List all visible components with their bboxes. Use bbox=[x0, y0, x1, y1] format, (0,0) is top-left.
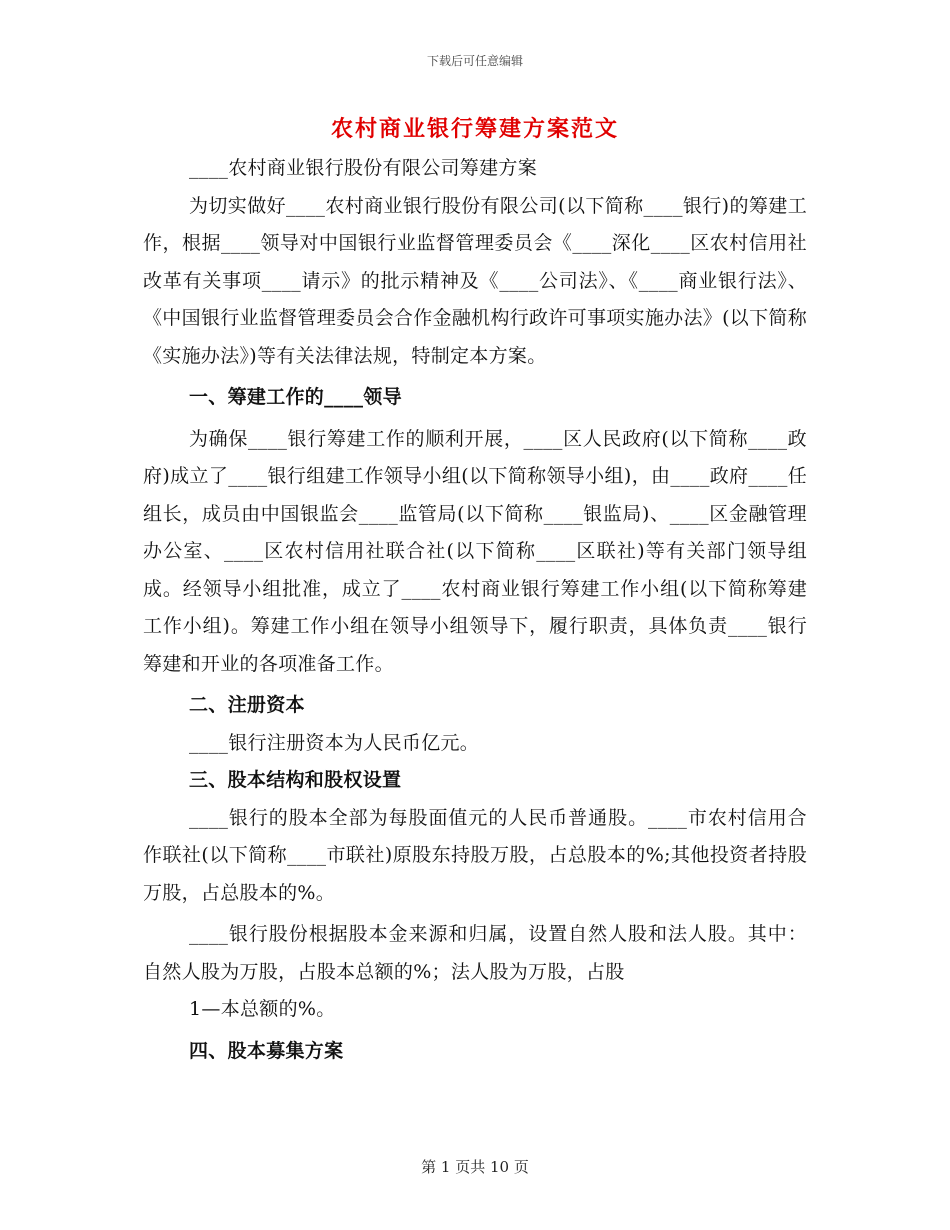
section-heading-fundraising: 四、股本募集方案 bbox=[189, 1039, 344, 1062]
page-header: 下载后可任意编辑 bbox=[426, 54, 523, 68]
section-heading-capital: 二、注册资本 bbox=[189, 694, 305, 716]
document-title: 农村商业银行筹建方案范文 bbox=[330, 116, 619, 142]
page-footer: 第 1 页共 10 页 bbox=[421, 1158, 529, 1176]
document-body bbox=[143, 150, 807, 1070]
paragraph-intro: 为切实做好____农村商业银行股份有限公司(以下简称____银行)的筹建工作，根据____领导对中国银行业监督管理委员会《____深化____区农村信用社改革有关事项____请示》的批示精神及《____公司法》、《____商业银行法》、《中国银行业监督管理委员会合作金融机构行政许可事项实施办法》(以下简称《实施办法》)等有关法律法规，特制定本方案。 bbox=[143, 194, 807, 367]
paragraph-share-structure: ____银行的股本全部为每股面值元的人民币普通股。____市农村信用合作联社(以下简称____市联社)原股东持股万股，占总股本的%;其他投资者持股万股，占总股本的%。 bbox=[143, 806, 807, 904]
paragraph-leadership: 为确保____银行筹建工作的顺利开展，____区人民政府(以下简称____政府)成立了____银行组建工作领导小组(以下简称领导小组)，由____政府____任组长，成员由中国银监会____监管局(以下简称____银监局)、____区金融管理办公室、____区农村信用社联合社(以下简称____区联社)等有关部门领导组成。经领导小组批准，成立了____农村商业银行筹建工作小组(以下简称筹建工作小组)。筹建工作小组在领导小组领导下，履行职责，具体负责____银行筹建和开业的各项准备工作。 bbox=[143, 427, 807, 675]
paragraph-plan-name: ____农村商业银行股份有限公司筹建方案 bbox=[189, 157, 538, 179]
section-heading-leadership: 一、筹建工作的____领导 bbox=[189, 386, 402, 408]
paragraph-capital: ____银行注册资本为人民币亿元。 bbox=[189, 731, 480, 754]
paragraph-share-total: 1—本总额的%。 bbox=[189, 998, 336, 1020]
section-heading-share-structure: 三、股本结构和股权设置 bbox=[189, 769, 402, 791]
paragraph-share-types: ____银行股份根据股本金来源和归属，设置自然人股和法人股。其中：自然人股为万股，占股本总额的%；法人股为万股，占股 bbox=[143, 923, 807, 983]
